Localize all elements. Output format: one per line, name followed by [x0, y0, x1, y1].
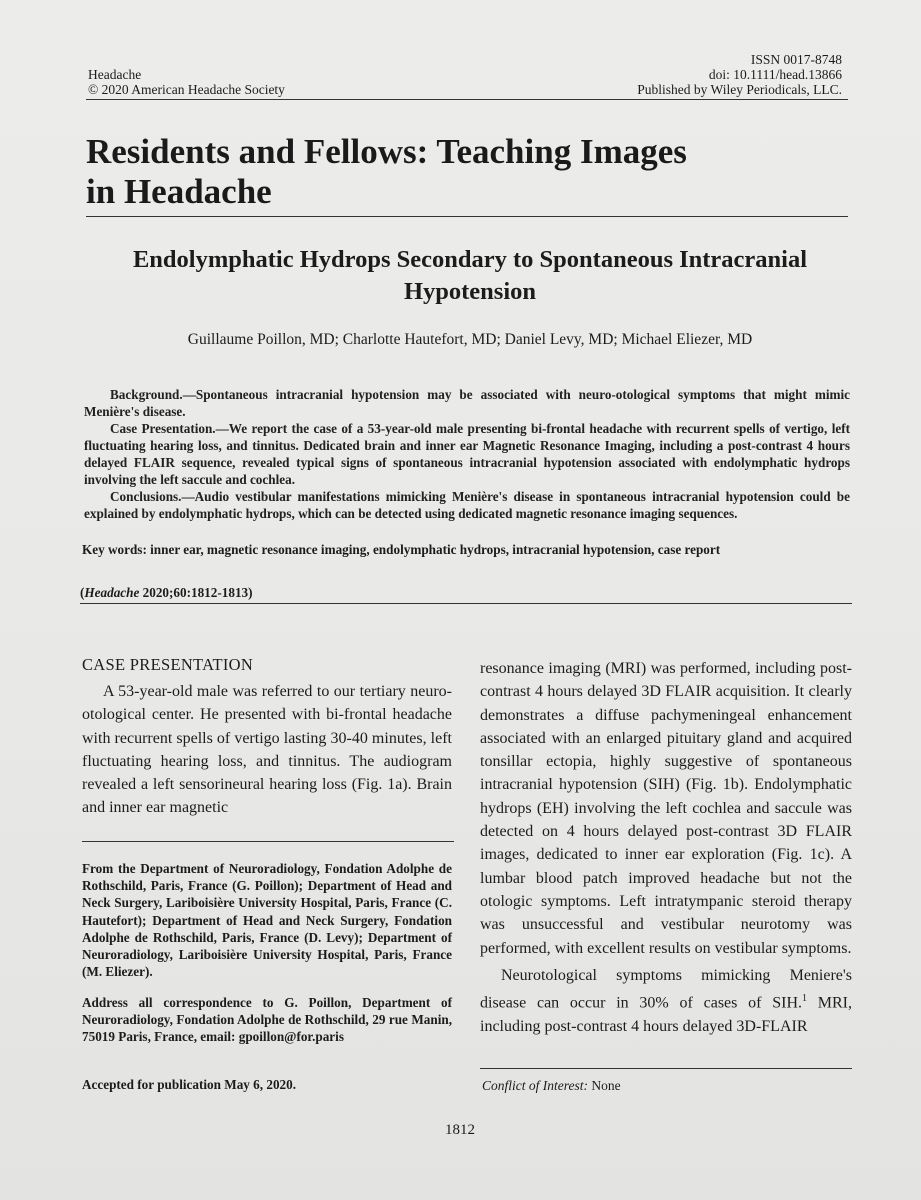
keywords: Key words: inner ear, magnetic resonance imaging, endolymphatic hydrops, intracranial hypotension, case report: [82, 542, 721, 557]
conflict-rule: [480, 1068, 852, 1069]
left-column-body: [82, 680, 452, 820]
doi: doi: 10.1111/head.13866: [708, 67, 842, 82]
article-title: [60, 244, 880, 308]
discussion-paragraph: [480, 964, 852, 1038]
publisher: Published by Wiley Periodicals, LLC.: [637, 82, 842, 97]
article-title-line2: Hypotension: [403, 278, 537, 305]
discussion-start: Neurotological symptoms mimicking Meniere's disease can occur in 30% of cases of SIH.: [480, 966, 852, 1012]
header-rule: [86, 99, 848, 100]
issn: ISSN 0017-8748: [750, 52, 842, 67]
right-column-body: [480, 657, 852, 1038]
header-right: [637, 52, 842, 97]
discussion-end: MRI, including post-contrast 4 hours delayed 3D-FLAIR: [480, 994, 853, 1035]
case-label: Case Presentation.: [110, 421, 216, 436]
accepted-block: [82, 1076, 452, 1093]
header-left: [88, 67, 285, 97]
abstract: [84, 386, 850, 522]
section-title-line1: Residents and Fellows: Teaching Images: [86, 132, 687, 171]
citation: [80, 585, 253, 601]
case-text: —We report the case of a 53-year-old male presenting bi-frontal headache with recurrent spells of vertigo, left fluctuating hearing loss, and tinnitus. Dedicated brain and inner ear Magnetic Resonance Imaging, including a post-contrast 4 hours delayed FLAIR sequence, revealed typical signs of spontaneous intracranial hypotension associated with endolymphatic hydrops involving the left saccule and cochlea.: [84, 421, 850, 487]
abstract-conclusions: [84, 488, 850, 522]
journal-name: Headache: [88, 67, 142, 82]
citation-open: (: [80, 585, 85, 600]
abstract-background: [84, 386, 850, 420]
case-presentation-heading: CASE PRESENTATION: [82, 655, 254, 674]
conflict-value: None: [587, 1078, 621, 1093]
section-title: [86, 132, 687, 212]
citation-rule: [80, 603, 852, 604]
section-title-line2: in Headache: [86, 172, 272, 211]
citation-journal: Headache: [84, 585, 140, 600]
footnote-rule: [82, 841, 454, 842]
citation-rest: 2020;60:1812-1813): [139, 585, 253, 600]
background-label: Background.: [110, 387, 183, 402]
copyright: © 2020 American Headache Society: [88, 82, 285, 97]
conflict-of-interest: [482, 1078, 621, 1094]
case-paragraph-text: A 53-year-old male was referred to our tertiary neuro-otological center. He presented with bi-frontal headache with recurrent spells of vertigo lasting 30-40 minutes, left fluctuating hearing loss, and tinnitus. The audiogram revealed a left sensorineural hearing loss (Fig. 1a). Brain and inner ear magnetic: [82, 683, 452, 817]
conclusions-label: Conclusions.: [110, 489, 182, 504]
abstract-case: [84, 420, 850, 488]
mri-paragraph: resonance imaging (MRI) was performed, including post-contrast 4 hours delayed 3D FLAIR acquisition. It clearly demonstrates a diffuse pachymeningeal enhancement associated with an enlarged pituitary gland and acquired tonsillar ectopia, highly suggestive of spontaneous intracranial hypotension (SIH) (Fig. 1b). Endolymphatic hydrops (EH) involving the left cochlea and saccule was detected on 4 hours delayed post-contrast 3D FLAIR images, dedicated to inner ear exploration (Fig. 1c). A lumbar blood patch improved headache but not the otologic symptoms. Left intratympanic steroid therapy was unsuccessful and vestibular neurotomy was performed, with excellent results on vestibular symptoms.: [480, 660, 852, 957]
page-number: 1812: [445, 1122, 475, 1138]
conflict-label: Conflict of Interest:: [482, 1078, 588, 1093]
affiliations: From the Department of Neuroradiology, Fondation Adolphe de Rothschild, Paris, France (G. Poillon); Department of Head and Neck Surgery, Lariboisière University Hospital, Paris, France (C. Hautefort); Department of Head and Neck Surgery, Fondation Adolphe de Rothschild, Paris, France (D. Levy); Department of Neuroradiology, Lariboisière University Hospital, Paris, France (M. Eliezer).: [82, 861, 452, 980]
title-rule: [86, 216, 848, 217]
accepted: Accepted for publication May 6, 2020.: [82, 1077, 297, 1092]
correspondence-block: [82, 994, 452, 1046]
correspondence: Address all correspondence to G. Poillon, Department of Neuroradiology, Fondation Adolphe de Rothschild, 29 rue Manin, 75019 Paris, France, email: gpoillon@for.paris: [82, 995, 452, 1045]
conclusions-text: —Audio vestibular manifestations mimicking Menière's disease in spontaneous intracranial hypotension could be explained by endolymphatic hydrops, which can be detected using dedicated magnetic resonance imaging sequences.: [84, 489, 850, 521]
case-paragraph: [82, 680, 452, 820]
reference-1: 1: [802, 993, 808, 1005]
authors: Guillaume Poillon, MD; Charlotte Hautefort, MD; Daniel Levy, MD; Michael Eliezer, MD: [187, 331, 753, 348]
affiliations-block: [82, 860, 452, 980]
background-text: —Spontaneous intracranial hypotension may be associated with neuro-otological symptoms that might mimic Menière's disease.: [84, 387, 850, 419]
article-title-line1: Endolymphatic Hydrops Secondary to Spontaneous Intracranial: [132, 246, 808, 273]
